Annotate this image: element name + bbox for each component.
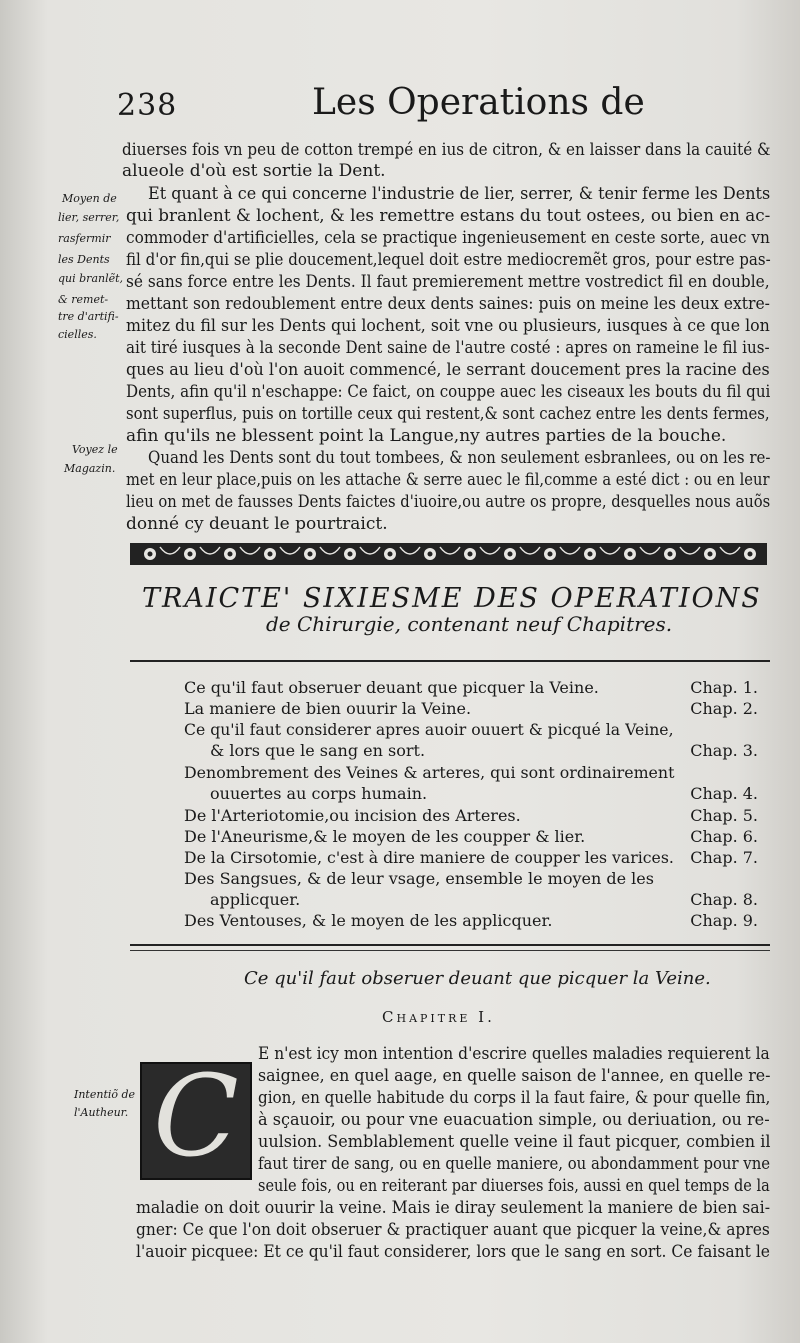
text-line: uulsion. Semblablement quelle veine il faut picquer, combien il (258, 1132, 771, 1152)
divider (130, 950, 770, 951)
margin-line: Magazin. (64, 462, 116, 475)
text-line: sont superflus, puis on tortille ceux qui restent,& sont cachez entre les dents fermes, (126, 404, 770, 424)
text-line: E n'est icy mon intention d'escrire quelles maladies requierent la (258, 1044, 770, 1064)
margin-line: qui branlẽt, (58, 272, 124, 285)
chapter-number: Chap. 1. (690, 678, 758, 697)
divider (130, 944, 770, 946)
text-line: sé sans force entre les Dents. Il faut premierement mettre vostredict fil en double, (126, 272, 770, 292)
initial-letter: C (153, 1052, 239, 1182)
chapter-number: Chap. 4. (690, 784, 758, 803)
chapter-number: Chap. 7. (690, 848, 758, 867)
text-line: gner: Ce que l'on doit obseruer & practiquer auant que picquer la veine,& apres (136, 1220, 770, 1240)
margin-line: cielles. (58, 328, 97, 341)
margin-line: l'Autheur. (74, 1106, 129, 1119)
text-line: met en leur place,puis on les attache & serre auec le fil,comme a esté dict : ou en leur (126, 470, 770, 490)
text-line: mitez du fil sur les Dents qui lochent, soit vne ou plusieurs, iusques à ce que lon (126, 316, 770, 336)
divider (130, 660, 770, 662)
chapter-title: De la Cirsotomie, c'est à dire maniere de coupper les varices. (184, 848, 674, 867)
margin-line: lier, serrer, (58, 211, 120, 224)
chapter-title: applicquer. (210, 890, 301, 909)
text-line: Et quant à ce qui concerne l'industrie de lier, serrer, & tenir ferme les Dents (148, 184, 771, 204)
chapter-title: De l'Aneurisme,& le moyen de les coupper & lier. (184, 827, 586, 846)
text-line: alueole d'où est sortie la Dent. (122, 161, 386, 181)
treatise-subtitle: de Chirurgie, contenant neuf Chapitres. (266, 612, 673, 636)
text-line: Quand les Dents sont du tout tombees, & non seulement esbranlees, ou on les re- (148, 448, 771, 468)
treatise-title: TRAICTE' SIXIESME DES OPERATIONS (142, 583, 762, 614)
ornament-band-icon (130, 537, 767, 571)
chapter-title: Ce qu'il faut obseruer deuant que picquer la Veine. (184, 678, 599, 697)
chapter-title: & lors que le sang en sort. (210, 741, 426, 760)
margin-line: tre d'artifi- (58, 310, 119, 323)
text-line: à sçauoir, ou pour vne euacuation simple, ou deriuation, ou re- (258, 1110, 770, 1130)
margin-line: Moyen de (62, 192, 117, 205)
text-line: gion, en quelle habitude du corps il la faut faire, & pour quelle fin, (258, 1088, 771, 1108)
text-line: commoder d'artificielles, cela se practique ingenieusement en ceste sorte, auec vn (126, 228, 770, 248)
chapter-title: ouuertes au corps humain. (210, 784, 428, 803)
chapter-title: De l'Arteriotomie,ou incision des Arteres. (184, 806, 521, 825)
margin-line: Voyez le (72, 443, 118, 456)
margin-line: & remet- (58, 293, 109, 306)
chapter-title: Denombrement des Veines & arteres, qui sont ordinairement (184, 763, 675, 782)
chapter-number: Chap. 2. (690, 699, 758, 718)
margin-line: Intentiõ de (74, 1088, 136, 1101)
chapter-number: Chap. 8. (690, 890, 758, 909)
text-line: faut tirer de sang, ou en quelle maniere, ou abondamment pour vne (258, 1154, 771, 1174)
text-line: lieu on met de fausses Dents faictes d'iuoire,ou autre os propre, desquelles nous auõs (126, 492, 771, 512)
text-line: diuerses fois vn peu de cotton trempé en ius de citron, & en laisser dans la cauité & (122, 140, 771, 160)
text-line: saignee, en quel aage, en quelle saison de l'annee, en quelle re- (258, 1066, 771, 1086)
chapter-number: Chap. 3. (690, 741, 758, 760)
section-title: Ce qu'il faut obseruer deuant que picquer la Veine. (244, 968, 711, 989)
text-line: ques au lieu d'où l'on auoit commencé, le serrant doucement pres la racine des (126, 360, 770, 380)
page-number: 238 (117, 88, 178, 123)
chapter-heading: Chapitre I. (382, 1008, 495, 1026)
margin-line: les Dents (58, 253, 110, 266)
chapter-title: Des Sangsues, & de leur vsage, ensemble le moyen de les (184, 869, 654, 888)
text-line: qui branlent & lochent, & les remettre estans du tout ostees, ou bien en ac- (126, 206, 771, 226)
text-line: l'auoir picquee: Et ce qu'il faut considerer, lors que le sang en sort. Ce faisant le (136, 1242, 770, 1262)
text-line: donné cy deuant le pourtraict. (126, 514, 388, 534)
text-line: ait tiré iusques à la seconde Dent saine de l'autre costé : apres on rameine le fil ius- (126, 338, 770, 358)
text-line: maladie on doit ouurir la veine. Mais ie diray seulement la maniere de bien sai- (136, 1198, 771, 1218)
text-line: mettant son redoublement entre deux dents saines: puis on meine les deux extre- (126, 294, 770, 314)
margin-line: rasfermir (58, 232, 111, 245)
text-line: afin qu'ils ne blessent point la Langue,ny autres parties de la bouche. (126, 426, 727, 446)
chapter-title: Ce qu'il faut considerer apres auoir ouuert & picqué la Veine, (184, 720, 674, 739)
decorated-initial (140, 1052, 252, 1182)
chapter-number: Chap. 9. (690, 911, 758, 930)
chapter-title: Des Ventouses, & le moyen de les applicquer. (184, 911, 553, 930)
text-line: Dents, afin qu'il n'eschappe: Ce faict, on couppe auec les ciseaux les bouts du fil qui (126, 382, 771, 402)
chapter-number: Chap. 5. (690, 806, 758, 825)
running-head: Les Operations de (312, 82, 645, 123)
chapter-number: Chap. 6. (690, 827, 758, 846)
chapter-title: La maniere de bien ouurir la Veine. (184, 699, 472, 718)
text-line: seule fois, ou en reiterant par diuerses fois, aussi en quel temps de la (258, 1176, 770, 1196)
text-line: fil d'or fin,qui se plie doucement,lequel doit estre mediocremẽt gros, pour estre pas- (126, 250, 771, 270)
